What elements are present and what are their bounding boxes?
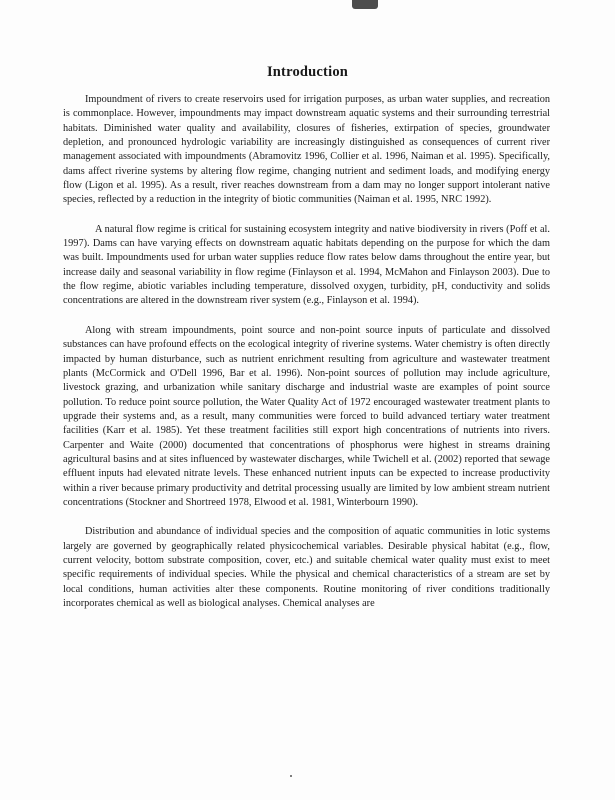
paragraph-flow-regime: A natural flow regime is critical for sustaining ecosystem integrity and native biodiversity in rivers (Poff et al. 1997). Dams can have varying effects on downstream aquatic habitats depending on the purpose for which the dam was built. Impoundments used for urban water supplies reduce flow rates below dams throughout the entire year, but increase daily and seasonal variability in flow regime (Finlayson et al. 1994, McMahon and Finlayson 2003). Due to the flow regime, abiotic variables including temperature, dissolved oxygen, turbidity, pH, conductivity and solids concentrations are altered in the downstream river system (e.g., Finlayson et al. 1994). bbox=[63, 223, 550, 307]
paragraph-species-distribution: Distribution and abundance of individual species and the composition of aquatic communities in lotic systems largely are governed by geographically related physicochemical variables. Desirable physical habitat (e.g., flow, current velocity, bottom substrate composition, cover, etc.) and suitable chemical water quality must exist to meet specific requirements of individual species. While the physical and chemical characteristics of a stream are set by local conditions, human activities alter these components. Routine monitoring of river conditions traditionally incorporates chemical as well as biological analyses. Chemical analyses are bbox=[63, 526, 550, 609]
page-title: Introduction bbox=[266, 64, 349, 80]
paragraph-pollution-sources: Along with stream impoundments, point source and non-point source inputs of particulate and dissolved substances can have profound effects on the ecological integrity of riverine systems. Water chemistry is often directly impacted by human disturbance, such as nutrient enrichment resulting from agriculture and wastewater treatment plants (McCormick and O'Dell 1996, Bar et al. 1996). Non-point sources of pollution may include agriculture, livestock grazing, and urbanization while sanitary discharge and industrial waste are examples of point source pollution. To reduce point source pollution, the Water Quality Act of 1972 encouraged wastewater treatment plants to upgrade their systems and, as a result, many communities were forced to build advanced tertiary water treatment facilities (Karr et al. 1985). Yet these treatment facilities still export high concentrations of nutrients into rivers. Carpenter and Waite (2000) documented that concentrations of phosphorus were highest in streams draining agricultural basins and at sites influenced by wastewater discharges, while Twichell et al. (2002) reported that sewage effluent inputs had elevated nitrate levels. These enhanced nutrient inputs can be expected to increase productivity within a river because primary productivity and detrital processing usually are limited by low ambient stream nutrient concentrations (Stockner and Shortreed 1978, Elwood et al. 1981, Winterbourn 1990). bbox=[63, 324, 550, 508]
document-body bbox=[63, 93, 550, 611]
paragraph-impoundment: Impoundment of rivers to create reservoirs used for irrigation purposes, as urban water supplies, and recreation is commonplace. However, impoundments may impact downstream aquatic systems and their surrounding terrestrial habitats. Diminished water quality and availability, closures of fisheries, extirpation of species, groundwater depletion, and pronounced hydrologic variability are increasingly distinguished as consequences of current river management associated with impoundments (Abramovitz 1996, Collier et al. 1996, Naiman et al. 1995). Specifically, dams affect riverine systems by altering flow regime, changing nutrient and sediment loads, and modifying energy flow (Ligon et al. 1995). As a result, river reaches downstream from a dam may no longer support intolerant native species, reflected by a reduction in the integrity of biotic communities (Naiman et al. 1995, NRC 1992). bbox=[63, 94, 550, 206]
scan-artifact-mark bbox=[352, 0, 378, 9]
scan-artifact-dot bbox=[290, 775, 292, 777]
